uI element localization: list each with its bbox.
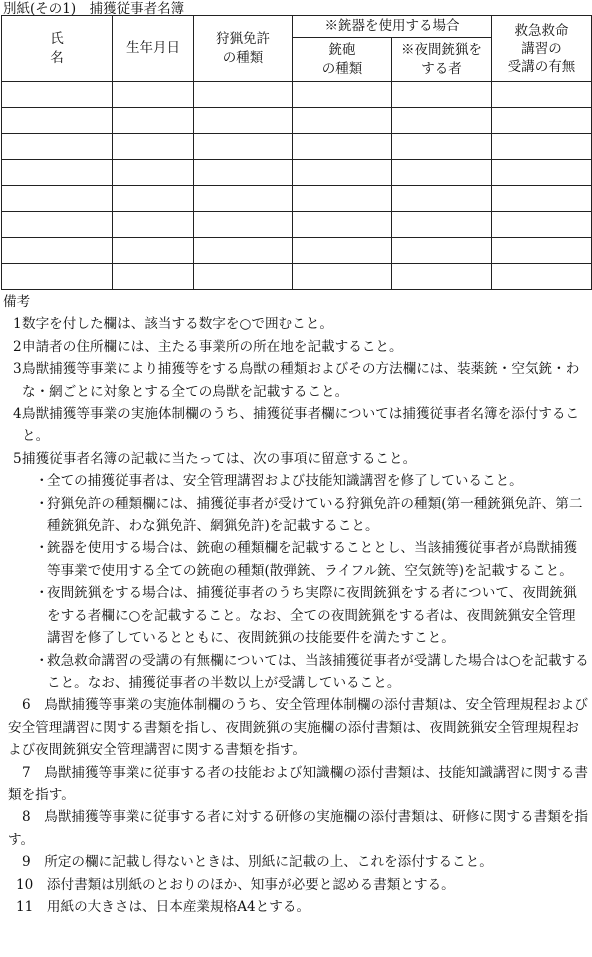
remark-item: 5 捕獲従事者名簿の記載に当たっては、次の事項に留意すること。 (13, 450, 417, 467)
remark-sub-item: ・ 夜間銃猟をする場合は、捕獲従事者のうち実際に夜間銃猟をする者について、夜間銃猟をする者欄に○を記載すること。なお、全ての夜間銃猟をする者は、夜間銃猟安全管理講習を修了しているとともに、夜間銃猟の技能要件を満たすこと。 (35, 585, 577, 647)
table-cell (113, 108, 194, 134)
table-cell (113, 160, 194, 186)
remark-item: 4 鳥獣捕獲等事業の実施体制欄のうち、捕獲従事者欄については捕獲従事者名簿を添付すること。 (13, 406, 580, 445)
table-cell (392, 108, 492, 134)
table-cell (194, 160, 293, 186)
table-cell (2, 160, 113, 186)
table-cell (392, 212, 492, 238)
table-row (2, 160, 592, 186)
table-cell (194, 264, 293, 290)
remark-item: 2 申請者の住所欄には、主たる事業所の所在地を記載すること。 (13, 338, 403, 355)
table-cell (492, 186, 592, 212)
table-cell (113, 212, 194, 238)
col-header-name: 氏 名 (2, 16, 113, 82)
col-header-gun-group: ※銃器を使用する場合 (293, 16, 492, 38)
remark-sub-item: ・ 救急救命講習の受講の有無欄については、当該捕獲従事者が受講した場合は○を記載すること。なお、捕獲従事者の半数以上が受講していること。 (35, 652, 589, 691)
table-cell (293, 238, 392, 264)
table-cell (492, 82, 592, 108)
table-cell (492, 264, 592, 290)
roster-table (1, 15, 592, 290)
table-cell (194, 212, 293, 238)
remark-item: 3 鳥獣捕獲等事業により捕獲等をする鳥獣の種類およびその方法欄には、装薬銃・空気銃・わな・網ごとに対象とする全ての鳥獣を記載すること。 (13, 361, 580, 400)
table-cell (293, 160, 392, 186)
remark-item: 1 数字を付した欄は、該当する数字を○で囲むこと。 (13, 316, 333, 333)
remark-item: 7 鳥獣捕獲等事業に従事する者の技能および知識欄の添付書類は、技能知識講習に関する書類を指す。 (8, 764, 588, 803)
table-cell (194, 82, 293, 108)
remarks-section (0, 291, 592, 918)
col-header-license: 狩猟免許 の種類 (194, 16, 293, 82)
table-cell (113, 186, 194, 212)
table-cell (392, 160, 492, 186)
col-header-night-hunting: ※夜間銃猟を する者 (392, 38, 492, 82)
table-cell (492, 108, 592, 134)
table-cell (194, 108, 293, 134)
table-cell (113, 134, 194, 160)
table-row (2, 238, 592, 264)
table-cell (392, 82, 492, 108)
table-cell (113, 264, 194, 290)
col-header-birthdate: 生年月日 (113, 16, 194, 82)
remarks-heading: 備考 (3, 294, 31, 310)
col-header-first-aid: 救急救命 講習の 受講の有無 (492, 16, 592, 82)
col-header-gun-type: 銃砲 の種類 (293, 38, 392, 82)
table-cell (2, 134, 113, 160)
table-cell (113, 82, 194, 108)
table-row (2, 186, 592, 212)
table-row (2, 134, 592, 160)
table-cell (492, 134, 592, 160)
table-cell (293, 212, 392, 238)
table-cell (293, 82, 392, 108)
table-cell (293, 264, 392, 290)
table-cell (2, 186, 113, 212)
table-cell (293, 108, 392, 134)
remark-item: 8 鳥獣捕獲等事業に従事する者に対する研修の実施欄の添付書類は、研修に関する書類を指す。 (8, 809, 588, 848)
table-cell (194, 238, 293, 264)
table-cell (392, 186, 492, 212)
table-cell (492, 160, 592, 186)
remark-item: 6 鳥獣捕獲等事業の実施体制欄のうち、安全管理体制欄の添付書類は、安全管理規程および安全管理講習に関する書類を指し、夜間銃猟の実施欄の添付書類は、夜間銃猟安全管理規程および夜間銃猟安全管理講習に関する書類を指す。 (8, 697, 588, 759)
table-row (2, 212, 592, 238)
table-cell (2, 264, 113, 290)
table-cell (392, 134, 492, 160)
table-row (2, 108, 592, 134)
remark-sub-item: ・ 全ての捕獲従事者は、安全管理講習および技能知識講習を修了していること。 (35, 473, 523, 490)
table-cell (194, 186, 293, 212)
table-cell (194, 134, 293, 160)
remark-item: 11 用紙の大きさは、日本産業規格A4とする。 (16, 898, 311, 915)
table-cell (492, 212, 592, 238)
table-cell (2, 212, 113, 238)
table-cell (2, 108, 113, 134)
table-cell (492, 238, 592, 264)
table-row (2, 82, 592, 108)
table-cell (113, 238, 194, 264)
remark-sub-item: ・ 銃器を使用する場合は、銃砲の種類欄を記載することとし、当該捕獲従事者が鳥獣捕獲等事業で使用する全ての銃砲の種類(散弾銃、ライフル銃、空気銃等)を記載すること。 (35, 540, 578, 579)
roster-rows (2, 82, 592, 290)
remark-sub-item: ・ 狩猟免許の種類欄には、捕獲従事者が受けている狩猟免許の種類(第一種銃猟免許、第二種銃猟免許、わな猟免許、網猟免許)を記載すること。 (35, 495, 583, 535)
table-cell (2, 238, 113, 264)
table-cell (392, 264, 492, 290)
table-cell (293, 134, 392, 160)
table-cell (2, 82, 113, 108)
table-cell (392, 238, 492, 264)
remark-item: 10 添付書類は別紙のとおりのほか、知事が必要と認める書類とする。 (16, 876, 455, 893)
page-title: 別紙(その1) 捕獲従事者名簿 (3, 1, 185, 17)
remark-item: 9 所定の欄に記載し得ないときは、別紙に記載の上、これを添付すること。 (22, 854, 493, 871)
table-row (2, 264, 592, 290)
table-cell (293, 186, 392, 212)
